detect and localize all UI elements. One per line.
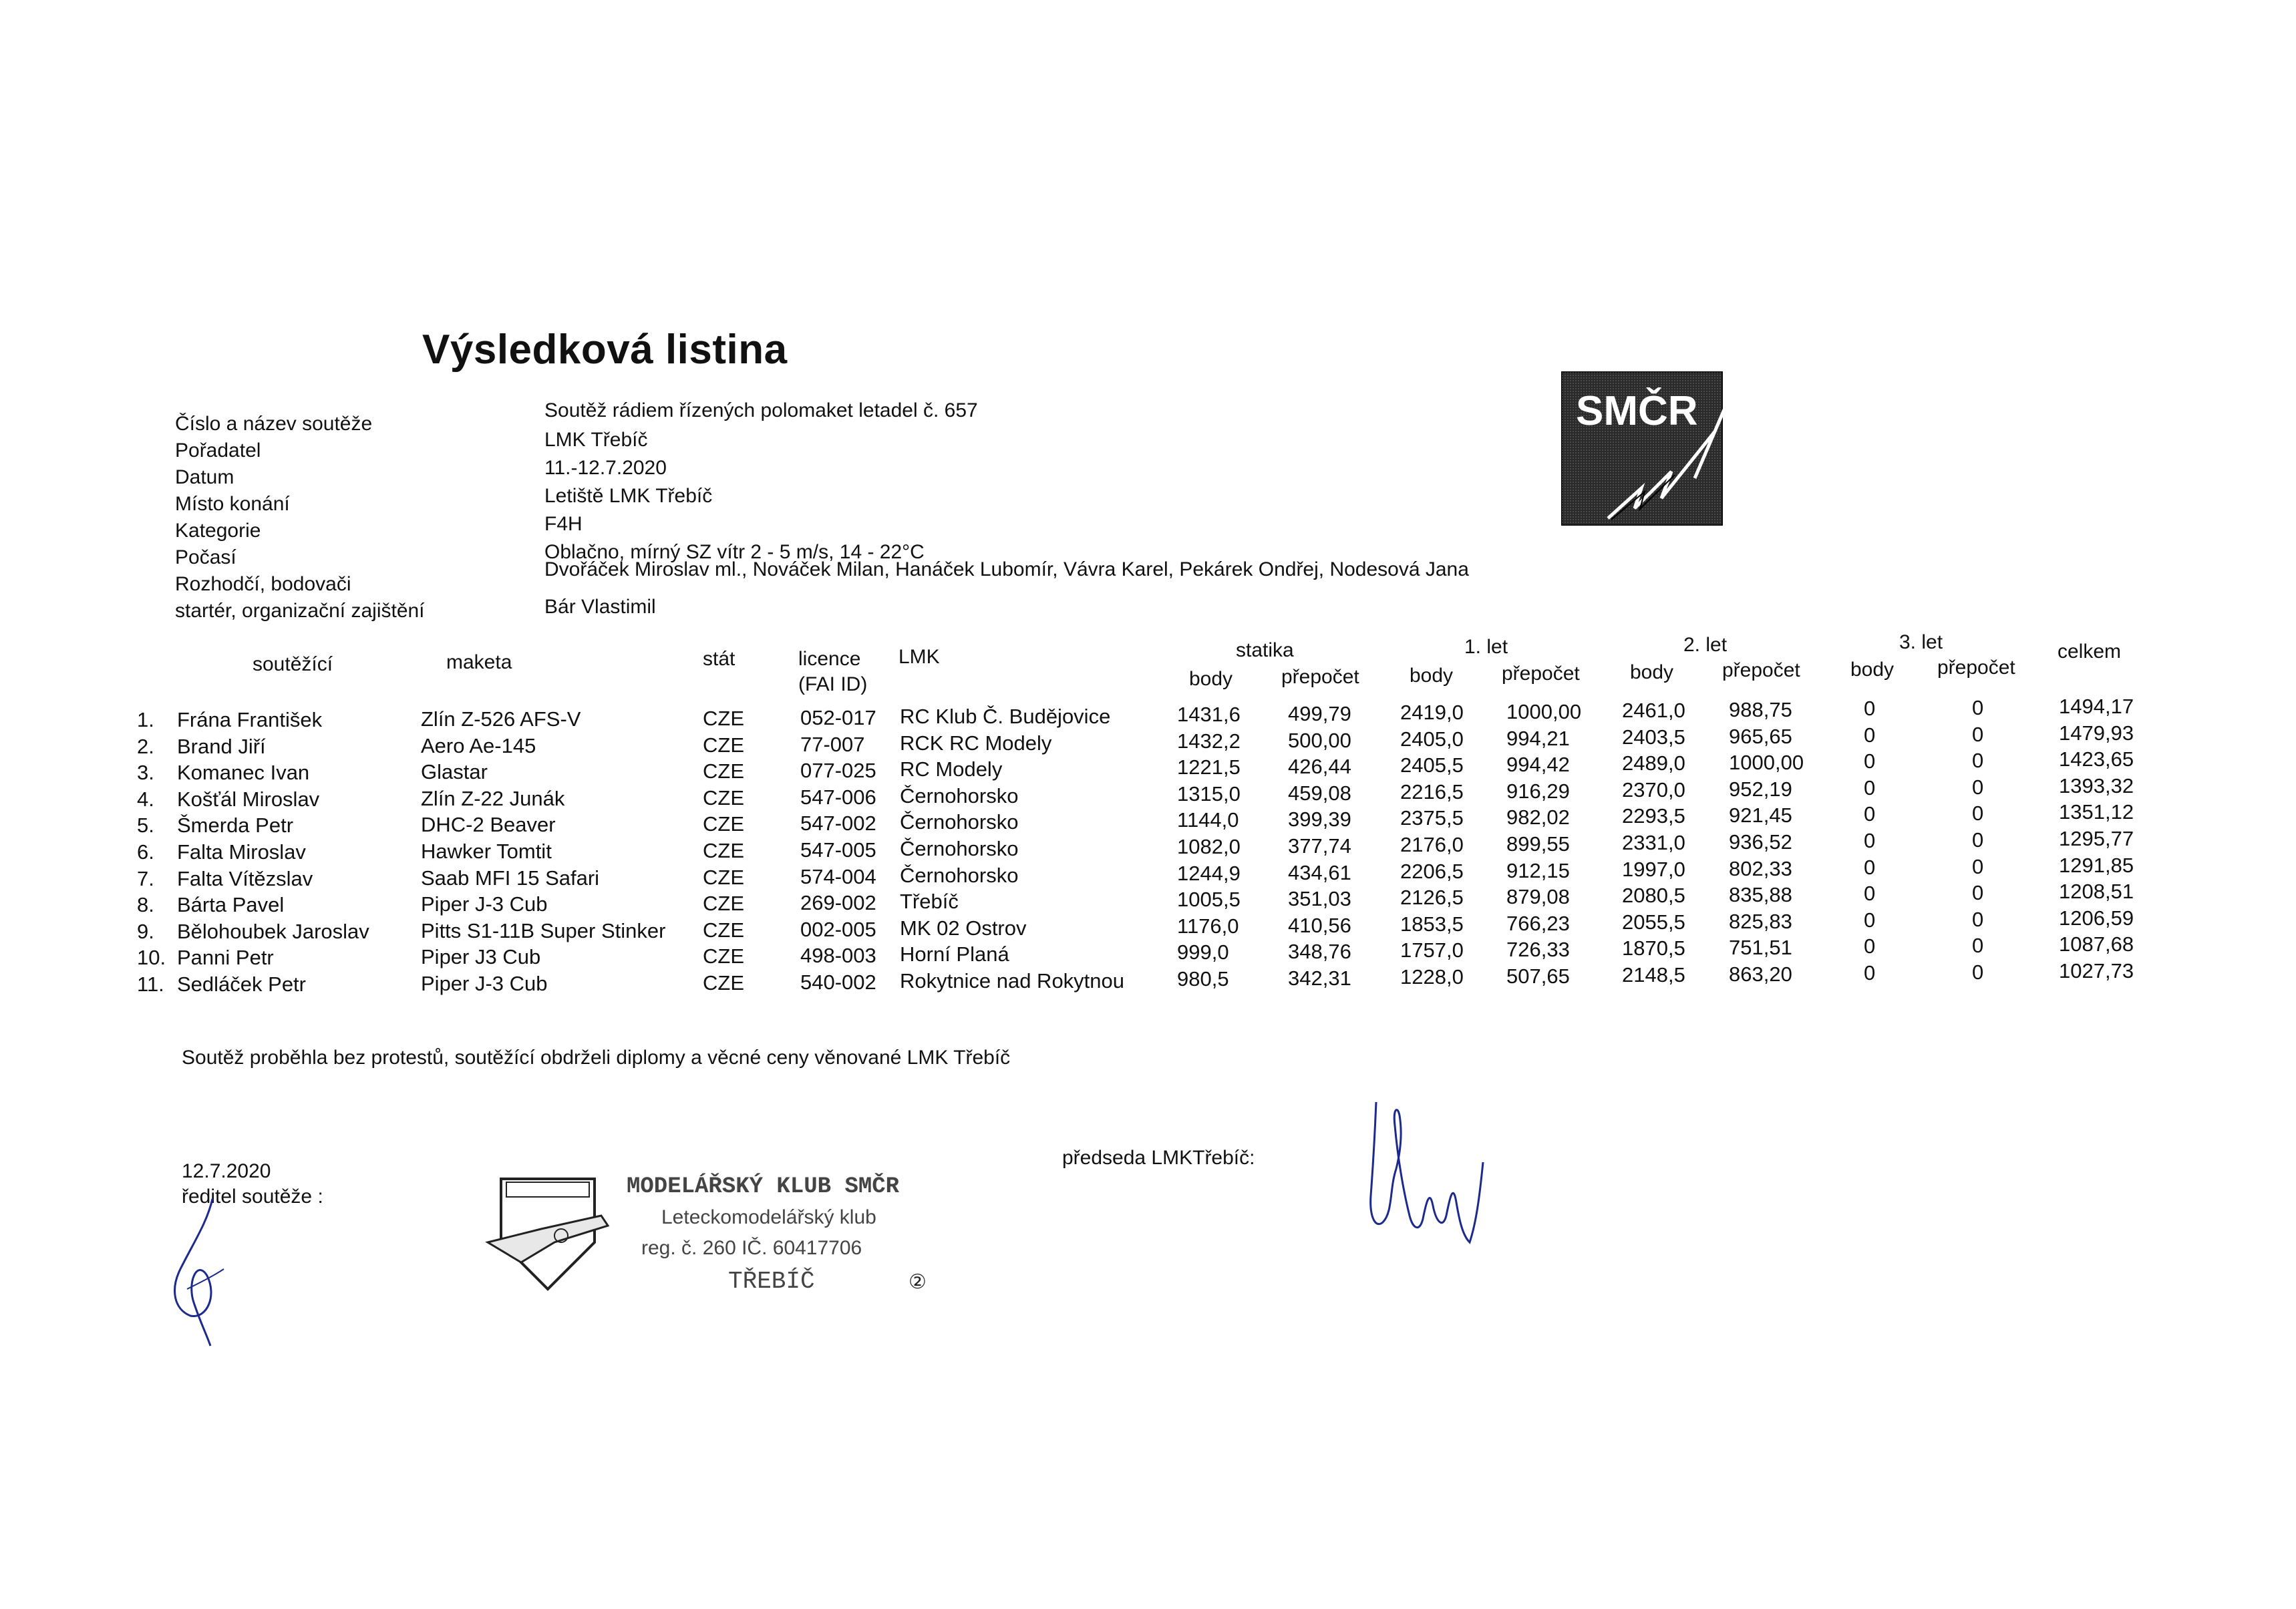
cell-model-name: Piper J3 Cub xyxy=(421,945,541,969)
col-header-flight2-points: body xyxy=(1630,661,1674,683)
cell-flight3-recalc: 0 xyxy=(1972,854,1984,878)
cell-static-recalc: 459,08 xyxy=(1288,781,1351,805)
col-header-competitor: soutěžící xyxy=(253,653,333,675)
cell-model-name: Piper J-3 Cub xyxy=(421,972,548,995)
cell-flight2-recalc: 988,75 xyxy=(1729,698,1792,721)
cell-club: Horní Planá xyxy=(900,942,1009,966)
cell-club: Černohorsko xyxy=(900,783,1019,808)
cell-competitor-name: Falta Miroslav xyxy=(177,840,306,864)
cell-total: 1208,51 xyxy=(2059,880,2134,904)
cell-total: 1291,85 xyxy=(2059,853,2134,877)
col-header-flight2-recalc: přepočet xyxy=(1722,659,1800,681)
cell-competitor-name: Komanec Ivan xyxy=(177,761,310,785)
director-label: ředitel soutěže : xyxy=(182,1186,323,1208)
col-header-flight-1: 1. let xyxy=(1464,636,1508,658)
cell-rank: 4. xyxy=(137,787,154,811)
cell-club: Černohorsko xyxy=(900,863,1019,887)
page-title: Výsledková listina xyxy=(422,327,788,373)
cell-total: 1423,65 xyxy=(2059,747,2134,771)
footer-date: 12.7.2020 xyxy=(182,1160,271,1182)
chair-signature xyxy=(1363,1089,1496,1269)
stamp-line-1: MODELÁŘSKÝ KLUB SMČR xyxy=(627,1174,900,1200)
cell-state: CZE xyxy=(703,918,744,942)
cell-competitor-name: Košťál Miroslav xyxy=(177,787,320,811)
cell-total: 1087,68 xyxy=(2059,932,2134,956)
cell-model-name: Piper J-3 Cub xyxy=(421,892,548,916)
cell-static-points: 1005,5 xyxy=(1177,888,1241,912)
cell-flight1-points: 2216,5 xyxy=(1400,779,1464,803)
cell-state: CZE xyxy=(703,785,744,810)
cell-flight3-points: 0 xyxy=(1864,908,1876,932)
cell-club: Černohorsko xyxy=(900,810,1019,834)
cell-flight2-recalc: 1000,00 xyxy=(1729,751,1804,775)
cell-static-points: 999,0 xyxy=(1177,940,1229,964)
cell-state: CZE xyxy=(703,759,744,783)
cell-flight3-recalc: 0 xyxy=(1972,696,1984,719)
stamp-airplane-seal xyxy=(481,1162,615,1296)
cell-flight2-recalc: 936,52 xyxy=(1729,830,1792,854)
cell-flight2-points: 2370,0 xyxy=(1622,777,1685,801)
cell-flight1-recalc: 1000,00 xyxy=(1506,700,1582,723)
cell-club: RC Klub Č. Budějovice xyxy=(900,705,1111,728)
director-signature xyxy=(160,1196,240,1349)
cell-state: CZE xyxy=(703,892,744,916)
cell-total: 1479,93 xyxy=(2059,721,2134,745)
cell-total: 1351,12 xyxy=(2059,800,2134,824)
cell-licence: 547-006 xyxy=(800,785,876,809)
cell-flight3-points: 0 xyxy=(1864,961,1876,985)
cell-model-name: Pitts S1-11B Super Stinker xyxy=(421,918,666,942)
cell-licence: 077-025 xyxy=(800,759,876,783)
cell-model-name: Zlín Z-526 AFS-V xyxy=(421,707,581,731)
cell-static-points: 1082,0 xyxy=(1177,835,1241,858)
cell-rank: 2. xyxy=(137,734,154,758)
cell-static-recalc: 348,76 xyxy=(1288,940,1351,964)
cell-flight1-recalc: 916,29 xyxy=(1506,779,1570,803)
cell-static-points: 1144,0 xyxy=(1177,808,1239,832)
cell-competitor-name: Frána František xyxy=(177,708,323,731)
col-header-flight3-recalc: přepočet xyxy=(1937,657,2015,679)
cell-state: CZE xyxy=(703,865,744,889)
cell-licence: 540-002 xyxy=(800,970,876,994)
cell-flight2-recalc: 751,51 xyxy=(1729,936,1792,960)
info-label: startér, organizační zajištění xyxy=(175,600,425,622)
stamp-line-2: Leteckomodelářský klub xyxy=(661,1206,876,1228)
col-header-licence-sub: (FAI ID) xyxy=(798,673,868,695)
col-header-club: LMK xyxy=(898,646,940,668)
cell-flight1-recalc: 726,33 xyxy=(1506,938,1570,962)
cell-flight3-points: 0 xyxy=(1864,775,1876,799)
cell-static-recalc: 426,44 xyxy=(1288,755,1351,779)
cell-flight1-points: 2375,5 xyxy=(1400,806,1464,830)
info-value: Bár Vlastimil xyxy=(544,596,656,618)
cell-static-recalc: 377,74 xyxy=(1288,834,1351,858)
cell-total: 1494,17 xyxy=(2059,695,2134,718)
cell-flight3-points: 0 xyxy=(1864,802,1876,826)
cell-flight2-recalc: 863,20 xyxy=(1729,962,1792,986)
info-label: Číslo a název soutěže xyxy=(175,413,373,435)
info-value: Letiště LMK Třebíč xyxy=(544,485,713,507)
svg-text:SMČR: SMČR xyxy=(1576,388,1698,434)
cell-licence: 574-004 xyxy=(800,864,876,888)
cell-flight1-recalc: 766,23 xyxy=(1506,911,1570,935)
cell-flight2-recalc: 952,19 xyxy=(1729,777,1792,801)
cell-flight2-points: 2293,5 xyxy=(1622,804,1685,828)
cell-rank: 1. xyxy=(137,708,154,731)
cell-flight3-recalc: 0 xyxy=(1972,828,1984,852)
cell-flight3-recalc: 0 xyxy=(1972,960,1984,984)
cell-competitor-name: Šmerda Petr xyxy=(177,814,294,838)
info-label: Kategorie xyxy=(175,520,261,542)
cell-competitor-name: Bělohoubek Jaroslav xyxy=(177,919,369,943)
cell-club: RCK RC Modely xyxy=(900,731,1052,755)
cell-flight2-points: 2148,5 xyxy=(1622,963,1685,987)
cell-flight2-points: 2489,0 xyxy=(1622,751,1685,775)
info-label: Počasí xyxy=(175,546,236,568)
cell-model-name: Glastar xyxy=(421,760,488,784)
cell-flight3-points: 0 xyxy=(1864,934,1876,958)
smcr-logo xyxy=(1561,371,1723,526)
cell-state: CZE xyxy=(703,812,744,836)
col-header-total: celkem xyxy=(2058,641,2122,663)
footer-note: Soutěž proběhla bez protestů, soutěžící obdrželi diplomy a věcné ceny věnované LMK Třebíč xyxy=(182,1047,1011,1069)
cell-flight1-recalc: 994,42 xyxy=(1506,753,1570,777)
cell-rank: 7. xyxy=(137,866,154,890)
cell-licence: 498-003 xyxy=(800,944,876,968)
cell-state: CZE xyxy=(703,707,744,730)
cell-flight1-recalc: 507,65 xyxy=(1506,964,1570,988)
cell-flight2-recalc: 835,88 xyxy=(1729,883,1792,907)
cell-static-recalc: 342,31 xyxy=(1288,966,1351,990)
cell-state: CZE xyxy=(703,839,744,862)
cell-competitor-name: Bárta Pavel xyxy=(177,893,285,917)
cell-rank: 5. xyxy=(137,814,154,838)
cell-flight1-points: 2405,5 xyxy=(1400,753,1464,777)
cell-flight1-points: 2419,0 xyxy=(1400,701,1464,724)
cell-static-points: 1244,9 xyxy=(1177,861,1241,885)
cell-licence: 77-007 xyxy=(800,732,865,756)
cell-rank: 6. xyxy=(137,840,154,864)
cell-flight3-points: 0 xyxy=(1864,723,1876,747)
cell-flight2-points: 2055,5 xyxy=(1622,910,1685,934)
cell-licence: 269-002 xyxy=(800,891,876,915)
cell-club: Rokytnice nad Rokytnou xyxy=(900,969,1125,993)
cell-licence: 052-017 xyxy=(800,706,876,729)
cell-flight1-points: 2126,5 xyxy=(1400,886,1464,910)
cell-model-name: Zlín Z-22 Junák xyxy=(421,786,565,810)
cell-flight3-recalc: 0 xyxy=(1972,749,1984,773)
cell-rank: 11. xyxy=(137,972,164,996)
info-label: Datum xyxy=(175,466,234,488)
cell-total: 1206,59 xyxy=(2059,906,2134,930)
col-header-model: maketa xyxy=(446,651,512,673)
cell-total: 1027,73 xyxy=(2059,959,2134,982)
cell-static-recalc: 351,03 xyxy=(1288,887,1351,911)
cell-competitor-name: Sedláček Petr xyxy=(177,972,306,996)
cell-flight2-points: 1997,0 xyxy=(1622,857,1685,881)
cell-static-recalc: 500,00 xyxy=(1288,728,1351,752)
cell-model-name: Hawker Tomtit xyxy=(421,840,552,863)
info-value: Soutěž rádiem řízených polomaket letadel č. 657 xyxy=(544,399,978,421)
cell-flight3-points: 0 xyxy=(1864,749,1876,773)
cell-club: Třebíč xyxy=(900,890,959,914)
cell-flight1-points: 1228,0 xyxy=(1400,965,1464,989)
col-header-flight-3: 3. let xyxy=(1899,631,1943,653)
stamp-line-5: ② xyxy=(909,1271,927,1293)
cell-licence: 547-002 xyxy=(800,812,876,836)
stamp-line-3: reg. č. 260 IČ. 60417706 xyxy=(641,1237,862,1259)
cell-model-name: Aero Ae-145 xyxy=(421,733,536,757)
cell-licence: 002-005 xyxy=(800,917,876,941)
cell-state: CZE xyxy=(703,971,744,995)
cell-competitor-name: Falta Vítězslav xyxy=(177,866,313,890)
cell-total: 1393,32 xyxy=(2059,773,2134,797)
cell-flight1-points: 1853,5 xyxy=(1400,912,1464,936)
cell-flight3-points: 0 xyxy=(1864,882,1876,906)
cell-static-points: 1176,0 xyxy=(1177,914,1239,938)
cell-licence: 547-005 xyxy=(800,838,876,862)
cell-flight2-recalc: 965,65 xyxy=(1729,724,1792,748)
cell-flight3-points: 0 xyxy=(1864,855,1876,879)
cell-static-recalc: 399,39 xyxy=(1288,808,1351,832)
col-header-state: stát xyxy=(703,648,735,670)
cell-flight2-recalc: 921,45 xyxy=(1729,803,1792,828)
cell-rank: 10. xyxy=(137,946,166,970)
cell-rank: 9. xyxy=(137,919,154,943)
col-header-static: statika xyxy=(1236,639,1294,661)
cell-flight1-points: 1757,0 xyxy=(1400,938,1464,962)
cell-static-points: 1221,5 xyxy=(1177,755,1241,779)
cell-competitor-name: Brand Jiří xyxy=(177,734,266,758)
cell-total: 1295,77 xyxy=(2059,827,2134,850)
cell-state: CZE xyxy=(703,944,744,968)
cell-flight1-recalc: 982,02 xyxy=(1506,806,1570,830)
cell-club: MK 02 Ostrov xyxy=(900,916,1027,940)
cell-rank: 8. xyxy=(137,893,154,917)
cell-flight1-recalc: 912,15 xyxy=(1506,858,1570,882)
cell-flight1-points: 2176,0 xyxy=(1400,833,1464,856)
cell-static-points: 1431,6 xyxy=(1177,703,1241,726)
cell-flight3-points: 0 xyxy=(1864,697,1876,720)
col-header-flight1-recalc: přepočet xyxy=(1502,663,1580,685)
cell-static-recalc: 434,61 xyxy=(1288,860,1351,884)
cell-flight2-recalc: 825,83 xyxy=(1729,909,1792,933)
col-header-flight3-points: body xyxy=(1850,659,1895,681)
cell-flight2-points: 2080,5 xyxy=(1622,884,1685,908)
cell-model-name: DHC-2 Beaver xyxy=(421,813,556,837)
info-label: Místo konání xyxy=(175,493,290,515)
cell-rank: 3. xyxy=(137,761,154,785)
info-value: 11.-12.7.2020 xyxy=(544,457,667,479)
club-stamp xyxy=(481,1162,949,1296)
cell-state: CZE xyxy=(703,733,744,757)
cell-static-points: 980,5 xyxy=(1177,967,1229,991)
info-value: Dvořáček Miroslav ml., Nováček Milan, Hanáček Lubomír, Vávra Karel, Pekárek Ondřej, Nodesová Jana xyxy=(544,558,1469,580)
cell-static-points: 1315,0 xyxy=(1177,781,1241,806)
info-label: Rozhodčí, bodovači xyxy=(175,573,351,595)
cell-flight3-recalc: 0 xyxy=(1972,722,1984,746)
info-value: LMK Třebíč xyxy=(544,429,648,451)
cell-club: RC Modely xyxy=(900,757,1003,781)
stamp-line-4: TŘEBÍČ xyxy=(728,1268,815,1295)
cell-static-recalc: 499,79 xyxy=(1288,702,1351,725)
info-label: Pořadatel xyxy=(175,439,261,462)
cell-flight3-recalc: 0 xyxy=(1972,881,1984,905)
cell-flight1-recalc: 994,21 xyxy=(1506,726,1570,750)
col-header-static-recalc: přepočet xyxy=(1281,666,1359,688)
cell-flight1-points: 2405,0 xyxy=(1400,727,1464,751)
col-header-flight1-points: body xyxy=(1410,665,1454,687)
cell-flight2-points: 2331,0 xyxy=(1622,831,1685,854)
info-value: F4H xyxy=(544,513,583,535)
col-header-flight-2: 2. let xyxy=(1683,634,1728,656)
cell-flight3-recalc: 0 xyxy=(1972,934,1984,958)
cell-flight2-points: 2403,5 xyxy=(1622,725,1685,749)
cell-static-recalc: 410,56 xyxy=(1288,913,1351,937)
cell-flight1-recalc: 899,55 xyxy=(1506,832,1570,856)
cell-flight3-points: 0 xyxy=(1864,829,1876,852)
cell-static-points: 1432,2 xyxy=(1177,729,1241,753)
cell-flight3-recalc: 0 xyxy=(1972,801,1984,826)
cell-flight3-recalc: 0 xyxy=(1972,907,1984,931)
cell-flight2-points: 1870,5 xyxy=(1622,936,1685,960)
cell-competitor-name: Panni Petr xyxy=(177,946,274,970)
cell-model-name: Saab MFI 15 Safari xyxy=(421,866,600,890)
cell-flight2-points: 2461,0 xyxy=(1622,699,1685,722)
info-value: Oblačno, mírný SZ vítr 2 - 5 m/s, 14 - 22°C xyxy=(544,541,925,563)
col-header-static-points: body xyxy=(1189,668,1233,690)
cell-club: Černohorsko xyxy=(900,837,1019,860)
cell-flight1-recalc: 879,08 xyxy=(1506,885,1570,909)
cell-flight2-recalc: 802,33 xyxy=(1729,856,1792,880)
cell-flight1-points: 2206,5 xyxy=(1400,859,1464,883)
cell-flight3-recalc: 0 xyxy=(1972,775,1984,799)
chair-label: předseda LMKTřebíč: xyxy=(1062,1147,1255,1169)
col-header-licence: licence xyxy=(798,648,861,670)
